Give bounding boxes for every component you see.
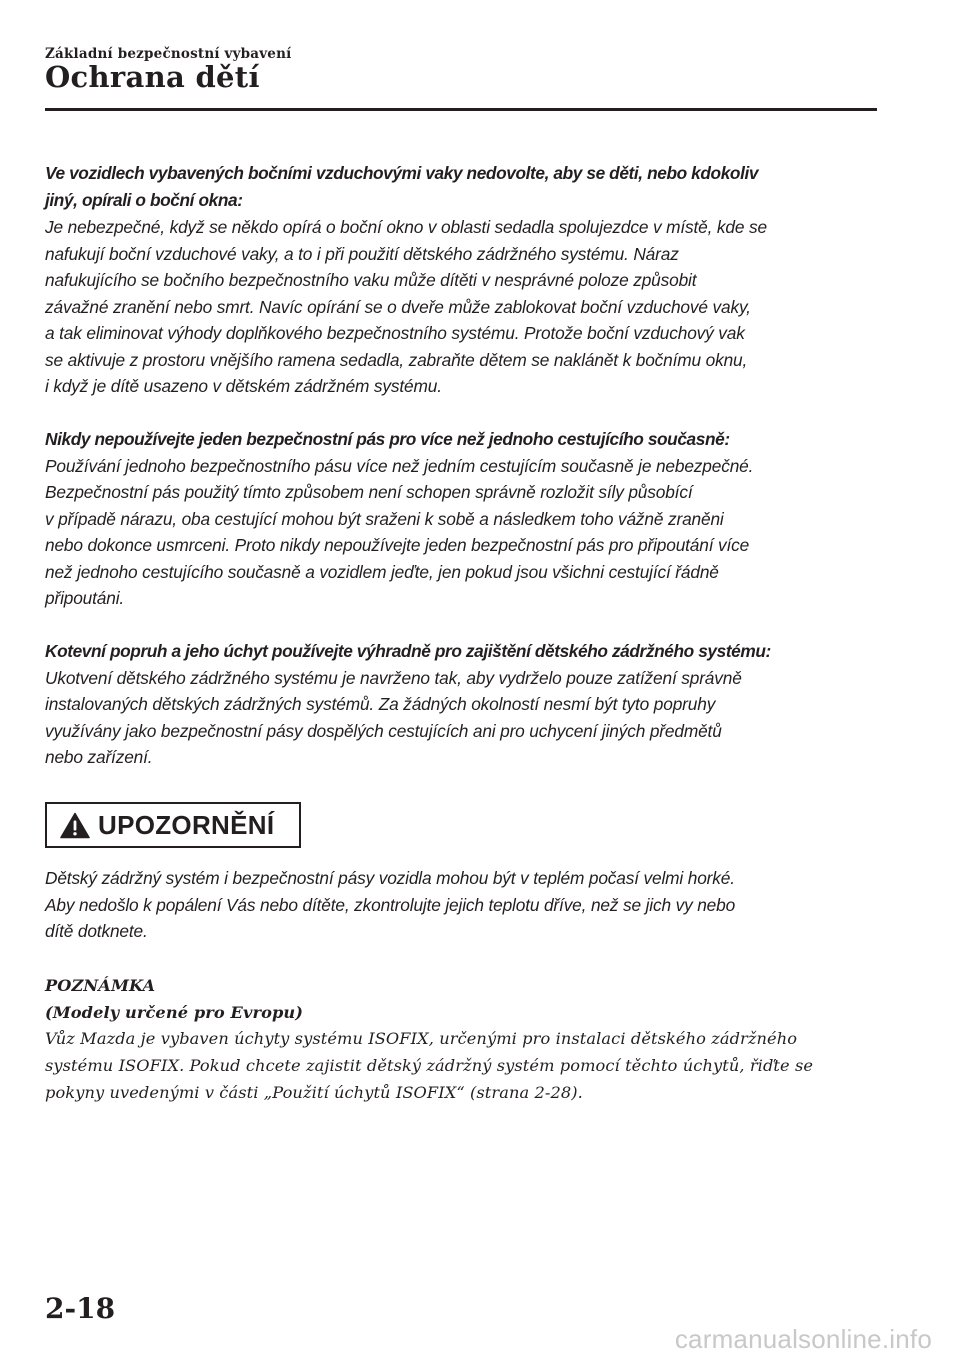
warning-text-line: Je nebezpečné, když se někdo opírá o boční okno v oblasti sedadla spolujezdce v místě, kde se xyxy=(45,217,767,237)
note-text-line: systému ISOFIX. Pokud chcete zajistit dětský zádržný systém pomocí těchto úchytů, řiďte se xyxy=(45,1056,814,1076)
caution-text-line: Dětský zádržný systém i bezpečnostní pásy vozidla mohou být v teplém počasí velmi horké. xyxy=(45,868,735,888)
warning-heading: Ve vozidlech vybavených bočními vzduchovými vaky nedovolte, aby se děti, nebo kdokoliv xyxy=(45,163,759,183)
warning-text-line: nafukují boční vzduchové vaky, a to i při použití dětského zádržného systému. Náraz xyxy=(45,243,679,264)
caution-text xyxy=(45,865,735,945)
note-subheading: (Modely určené pro Evropu) xyxy=(45,1002,304,1022)
warning-text-line: a tak eliminovat výhody doplňkového bezpečnostního systému. Protože boční vzduchový vak xyxy=(45,323,745,343)
warning-text-line: v případě nárazu, oba cestující mohou být sraženi k sobě a následkem toho vážně zraněni xyxy=(45,508,724,529)
warning-heading: Kotevní popruh a jeho úchyt používejte výhradně pro zajištění dětského zádržného systému: xyxy=(45,640,771,661)
warning-block-side-airbags xyxy=(45,160,885,400)
warnings-content xyxy=(45,160,885,797)
warning-text-line: Bezpečnostní pás použitý tímto způsobem není schopen správně rozložit síly působící xyxy=(45,482,693,502)
warning-text-line: nafukujícího se bočního bezpečnostního vaku může dítěti v nesprávné poloze způsobit xyxy=(45,270,697,290)
page-number: 2-18 xyxy=(45,1292,116,1325)
warning-triangle-icon xyxy=(60,812,90,839)
warning-block-seat-belt xyxy=(45,426,885,612)
caution-text-line: dítě dotknete. xyxy=(45,921,148,941)
note-label: POZNÁMKA xyxy=(45,976,156,995)
warning-text-line: i když je dítě usazeno v dětském zádržném systému. xyxy=(45,376,442,396)
warning-heading: Nikdy nepoužívejte jeden bezpečnostní pás pro více než jednoho cestujícího současně: xyxy=(45,428,730,449)
warning-text-line: než jednoho cestujícího současně a vozidlem jeďte, jen pokud jsou všichni cestující řádně xyxy=(45,561,719,582)
warning-text-line: závažné zranění nebo smrt. Navíc opírání se o dveře může zablokovat boční vzduchové vaky, xyxy=(45,296,751,317)
warning-text-line: se aktivuje z prostoru vnějšího ramena sedadla, zabraňte dětem se naklánět k bočnímu oknu, xyxy=(45,349,748,370)
caution-label: UPOZORNĚNÍ xyxy=(98,809,275,840)
warning-text-line: Používání jednoho bezpečnostního pásu více než jedním cestujícím současně je nebezpečné. xyxy=(45,455,754,476)
header-divider xyxy=(45,108,877,111)
caution-text-line: Aby nedošlo k popálení Vás nebo dítěte, zkontrolujte jejich teplotu dříve, než se jich vy nebo xyxy=(45,894,736,915)
section-header: Základní bezpečnostní vybavení xyxy=(45,46,292,62)
note-block xyxy=(45,973,813,1107)
warning-text-line: Ukotvení dětského zádržného systému je navrženo tak, aby vydrželo pouze zatížení správně xyxy=(45,667,742,688)
watermark: carmanualsonline.info xyxy=(674,1324,932,1354)
warning-heading: jiný, opírali o boční okna: xyxy=(45,190,243,210)
warning-text-line: připoutáni. xyxy=(45,588,125,608)
warning-text-line: využívány jako bezpečnostní pásy dospělých cestujících ani pro uchycení jiných předmětů xyxy=(45,720,722,741)
warning-text-line: nebo dokonce usmrceni. Proto nikdy nepoužívejte jeden bezpečnostní pás pro připoutání více xyxy=(45,535,750,555)
warning-block-tether-strap xyxy=(45,638,885,771)
warning-text-line: instalovaných dětských zádržných systémů. Za žádných okolností nesmí být tyto popruhy xyxy=(45,694,716,714)
page-title: Ochrana dětí xyxy=(45,60,260,94)
warning-text-line: nebo zařízení. xyxy=(45,747,153,767)
note-text-line: Vůz Mazda je vybaven úchyty systému ISOFIX, určenými pro instalaci dětského zádržného xyxy=(45,1029,798,1049)
note-text-line: pokyny uvedenými v části „Použití úchytů ISOFIX“ (strana 2-28). xyxy=(45,1082,583,1102)
caution-box xyxy=(45,802,301,848)
